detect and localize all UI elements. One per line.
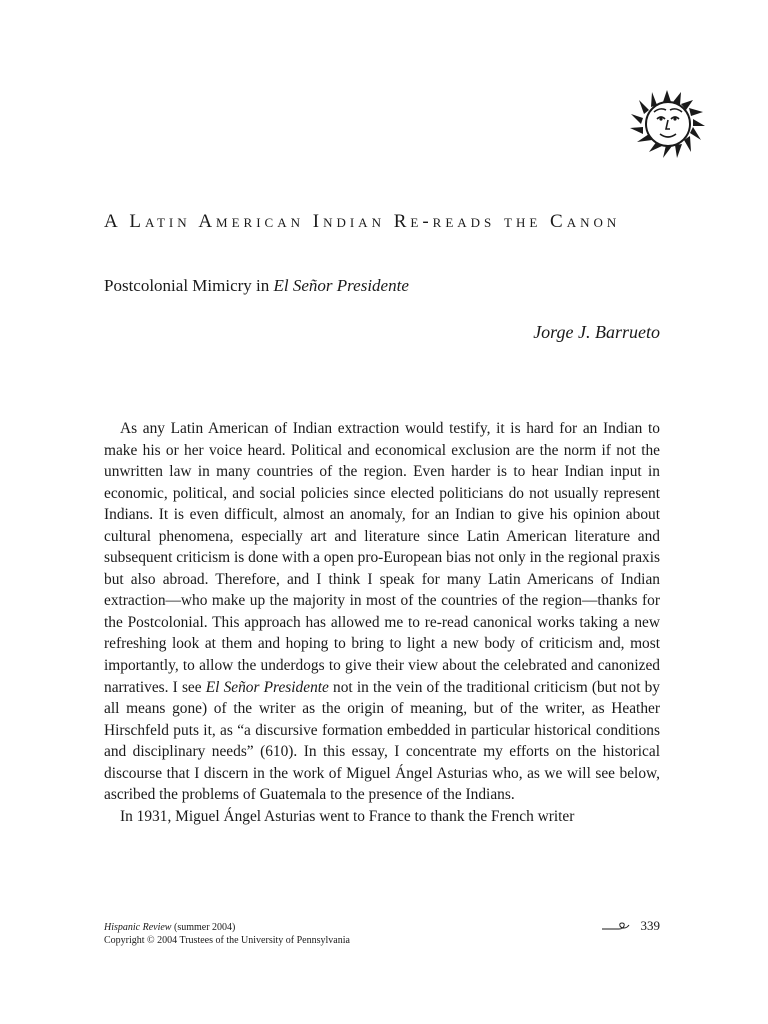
article-title: A Latin American Indian Re-reads the Canon: [104, 211, 621, 232]
swirl-ornament-icon: [601, 922, 631, 932]
footer-citation: [104, 921, 504, 947]
copyright-line: Copyright © 2004 Trustees of the University of Pennsylvania: [104, 935, 350, 946]
page-number-block: [580, 918, 660, 934]
paragraph: In 1931, Miguel Ángel Asturias went to France to thank the French writer: [120, 807, 575, 825]
article-subtitle: [104, 275, 664, 297]
paragraph-text: not in the vein of the traditional criticism (but not by all means gone) of the writer as the origin of meaning, but of the writer, as Heather Hirschfeld puts it, as “a discursive formation embedded in particular historical conditions and disciplinary needs” (610). In this essay, I concentrate my efforts on the historical discourse that I discern in the work of Miguel Ángel Asturias who, as we will see below, ascribed the problems of Guatemala to the presence of the Indians.: [104, 678, 661, 804]
author-name: Jorge J. Barrueto: [533, 322, 660, 342]
journal-name: Hispanic Review: [104, 922, 172, 933]
journal-issue: (summer 2004): [171, 922, 236, 933]
article-body: [104, 418, 660, 827]
page-number: 339: [640, 918, 660, 933]
subtitle-text: Postcolonial Mimicry in: [104, 276, 274, 295]
subtitle-italic-title: El Señor Presidente: [273, 276, 409, 295]
sun-face-logo-icon: [627, 88, 707, 160]
italic-work-title: El Señor Presidente: [205, 678, 329, 696]
journal-line: [104, 921, 504, 934]
paragraph-text: As any Latin American of Indian extraction would testify, it is hard for an Indian to make his or her voice heard. Political and economical exclusion are the norm if not the unwritten law in many countries of the region. Even harder is to hear Indian input in economic, political, and social policies since elected politicians do not usually represent Indians. It is even difficult, almost an anomaly, for an Indian to give his opinion about cultural phenomena, especially art and literature since Latin American literature and subsequent criticism is done with a open pro-European bias not only in the regional praxis but also abroad. Therefore, and I think I speak for many Latin Americans of Indian extraction—who make up the majority in most of the countries of the region—thanks for the Postcolonial. This approach has allowed me to re-read canonical works taking a new refreshing look at them and hoping to bring to light a new body of criticism and, most importantly, to allow the underdogs to give their view about the celebrated and canonized narratives. I see: [104, 420, 660, 696]
paragraph: [104, 418, 660, 806]
